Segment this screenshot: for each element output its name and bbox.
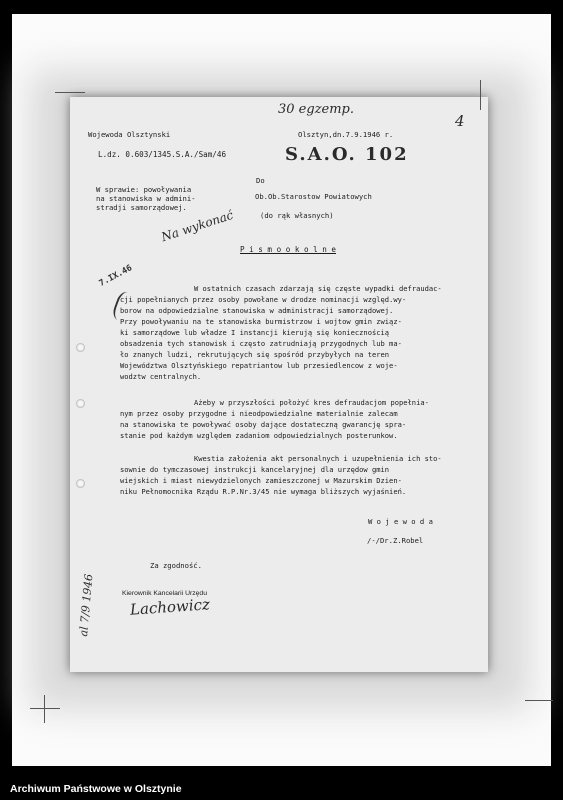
subject-line: na stanowiska w admini-: [96, 194, 196, 203]
subject-line: W sprawie: powoływania: [96, 185, 192, 194]
paragraph-2-line: Ażeby w przyszłości położyć kres defraudacjom popełnia-: [194, 398, 429, 407]
crop-mark: [525, 700, 553, 701]
signature-title: W o j e w o d a: [368, 517, 433, 526]
paragraph-2-line: nym przez osoby przygodne i nieodpowiedzialne materialnie zalecam: [120, 409, 398, 418]
paragraph-1-line: W ostatnich czasach zdarzają się częste wypadki defraudac-: [194, 284, 442, 293]
date-header: Olsztyn,dn.7.9.1946 r.: [298, 130, 394, 139]
subject-line: stradji samorządowej.: [96, 203, 187, 212]
paragraph-1-line: obsadzenia tych stanowisk i często zatrudniają przygodnych lub ma-: [120, 339, 402, 348]
recipient-note: (do rąk własnych): [260, 211, 334, 220]
paragraph-1-line: ło znanych ludzi, rekrutujących się spośród przybyłych na teren: [120, 350, 390, 359]
certified-copy-label: Za zgodność.: [150, 561, 202, 570]
sender-header: Wojewoda Olsztynski: [88, 130, 171, 139]
document-title: P i s m o o k o l n e: [240, 245, 337, 254]
recipient: Ob.Ob.Starostow Powiatowych: [255, 192, 372, 201]
punch-hole: [76, 399, 85, 408]
paragraph-2-line: stanie pod każdym względem zadaniom odpowiedzialnych posterunkow.: [120, 431, 398, 440]
paragraph-3-line: niku Pełnomocnika Rządu R.P.Nr.3/45 nie wymaga bliższych wyjaśnień.: [120, 487, 407, 496]
paragraph-3-line: sownie do tymczasowej instrukcji kancelaryjnej dla urzędow gmin: [120, 465, 390, 474]
document-page: [70, 97, 488, 672]
paragraph-1-line: Przy powoływaniu na te stanowiska burmistrzow i wojtow gmin związ-: [120, 317, 402, 326]
stamp-code: S.A.O. 102: [285, 144, 409, 165]
signature-name: /-/Dr.Z.Robel: [367, 536, 424, 545]
page-number: 4: [455, 112, 465, 130]
punch-hole: [76, 479, 85, 488]
crop-mark: [480, 80, 481, 110]
office-stamp: Kierownik Kancelarii Urzędu: [122, 590, 207, 597]
paragraph-1-line: Województwa Olsztyńskiego repatriantow lub przesiedlencow z woje-: [120, 361, 398, 370]
paragraph-1-line: cji popełnianych przez osoby powołane w drodze nominacji względ.wy-: [120, 295, 407, 304]
archive-name: Archiwum Państwowe w Olsztynie: [10, 783, 182, 795]
handwritten-side-note: Na wykonać: [159, 207, 235, 245]
crop-mark: [44, 695, 45, 723]
reference-number: L.dz. 0.603/1345.S.A./Sam/46: [98, 150, 227, 159]
punch-hole: [76, 343, 85, 352]
paragraph-3-line: Kwestia założenia akt personalnych i uzupełnienia ich sto-: [194, 454, 442, 463]
received-stamp: 7.IX.46: [97, 263, 134, 289]
paragraph-2-line: na stanowiska te powoływać osoby dające dostateczną gwarancję spra-: [120, 420, 407, 429]
do-label: Do: [256, 176, 265, 185]
handwritten-copies-note: 30 egzemp.: [278, 102, 355, 117]
paragraph-3-line: wiejskich i miast niewydzielonych zamieszczonej w Mazurskim Dzien-: [120, 476, 402, 485]
paragraph-1-line: wodztw centralnych.: [120, 372, 202, 381]
paragraph-1-line: ki samorządowe lub władze I instancji kierują się koniecznością: [120, 328, 390, 337]
handwritten-signature: Lachowicz: [129, 595, 211, 619]
handwritten-date: al 7/9 1946: [77, 573, 96, 638]
paragraph-1-line: borow na odpowiedzialne stanowiska w administracji samorządowej.: [120, 306, 394, 315]
crop-mark: [55, 92, 85, 93]
crop-mark: [30, 708, 60, 709]
